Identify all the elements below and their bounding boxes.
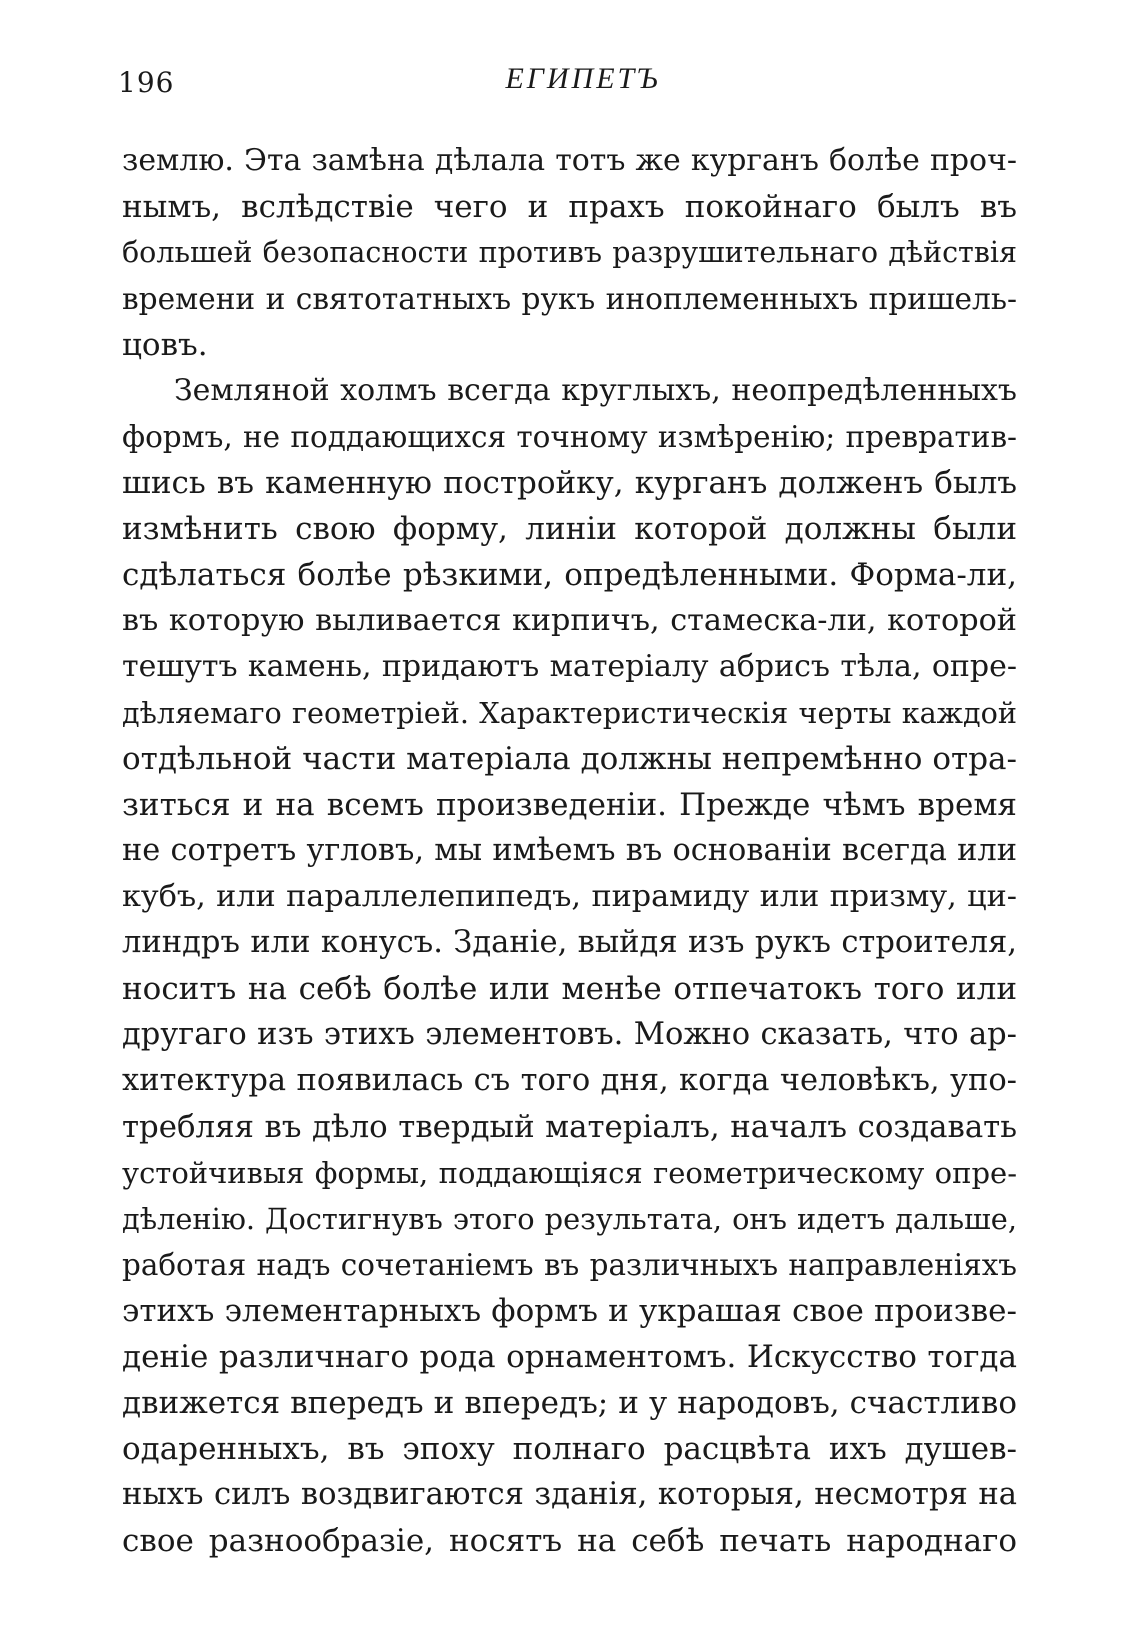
text-line: линдръ или конусъ. Зданіе, выйдя изъ рукъ строителя,: [122, 925, 1017, 960]
text-line: отдѣльной части матеріала должны непремѣнно отра-: [122, 741, 1017, 777]
text-line: деніе различнаго рода орнаментомъ. Искусство тогда: [122, 1339, 1017, 1375]
text-line: одаренныхъ, въ эпоху полнаго расцвѣта ихъ душев-: [122, 1431, 1017, 1467]
text-line: землю. Эта замѣна дѣлала тотъ же курганъ болѣе проч-: [122, 143, 1017, 178]
text-line: этихъ элементарныхъ формъ и украшая свое произве-: [122, 1293, 1017, 1329]
text-line: сдѣлаться болѣе рѣзкими, опредѣленными. Форма-ли,: [122, 557, 1017, 593]
text-line: измѣнить свою форму, линіи которой должны были: [122, 511, 1017, 547]
text-line: другаго изъ этихъ элементовъ. Можно сказать, что ар-: [122, 1017, 1017, 1052]
text-line: шись въ каменную постройку, курганъ долженъ былъ: [122, 465, 1017, 501]
running-head: [118, 62, 1018, 102]
running-title: ЕГИПЕТЪ: [505, 62, 661, 95]
text-line: тешутъ камень, придаютъ матеріалу абрисъ тѣла, опре-: [122, 649, 1017, 684]
text-line: требляя въ дѣло твердый матеріалъ, началъ создавать: [122, 1109, 1017, 1145]
text-line: движется впередъ и впередъ; и у народовъ, счастливо: [122, 1385, 1017, 1421]
text-line: дѣляемаго геометріей. Характеристическія черты каждой: [122, 696, 1017, 730]
page-number: 196: [118, 66, 175, 99]
text-line: не сотретъ угловъ, мы имѣемъ въ основаніи всегда или: [122, 833, 1017, 868]
text-line: формъ, не поддающихся точному измѣренію; превратив-: [122, 420, 1017, 454]
text-line: носитъ на себѣ болѣе или менѣе отпечатокъ того или: [122, 971, 1017, 1007]
paragraph: [122, 138, 1017, 368]
text-line: большей безопасности противъ разрушительнаго дѣйствія: [122, 236, 1017, 269]
text-line: ныхъ силъ воздвигаются зданія, которыя, несмотря на: [122, 1477, 1017, 1512]
text-line: устойчивыя формы, поддающіяся геометрическому опре-: [122, 1156, 1017, 1190]
body-text: [122, 138, 1017, 1564]
text-line: хитектура появилась съ того дня, когда человѣкъ, упо-: [122, 1063, 1017, 1098]
text-line: работая надъ сочетаніемъ въ различныхъ направленіяхъ: [122, 1248, 1017, 1282]
paragraph: [122, 368, 1017, 1564]
text-line: Земляной холмъ всегда круглыхъ, неопредѣленныхъ: [174, 373, 1017, 408]
text-line: нымъ, вслѣдствіе чего и прахъ покойнаго былъ въ: [122, 189, 1017, 225]
text-line: кубъ, или параллелепипедъ, пирамиду или призму, ци-: [122, 879, 1017, 914]
text-line: свое разнообразіе, носятъ на себѣ печать народнаго: [122, 1523, 1017, 1559]
text-line: зиться и на всемъ произведеніи. Прежде чѣмъ время: [122, 787, 1017, 823]
text-line: дѣленію. Достигнувъ этого результата, онъ идетъ дальше,: [122, 1202, 1017, 1236]
text-line: въ которую выливается кирпичъ, стамеска-ли, которой: [122, 603, 1017, 638]
text-line: цовъ.: [122, 327, 208, 363]
text-line: времени и святотатныхъ рукъ иноплеменныхъ пришель-: [122, 282, 1017, 316]
